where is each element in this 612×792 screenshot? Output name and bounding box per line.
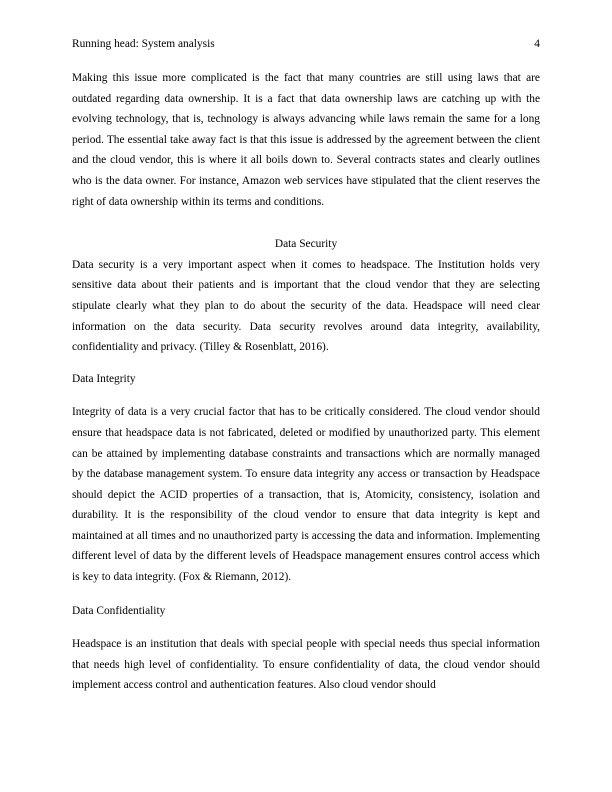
paragraph-data-ownership: Making this issue more complicated is the fact that many countries are still using laws that are outdated regarding data ownership. It is a fact that data ownership laws are catching up with the evolving technology, that is, technology is always advancing while laws remain the same for a long period. The essential take away fact is that this issue is addressed by the agreement between the client and the cloud vendor, this is where it all boils down to. Several contracts states and clearly outlines who is the data owner. For instance, Amazon web services have stipulated that the client reserves the right of data ownership within its terms and conditions. — [72, 72, 540, 208]
heading-data-confidentiality: Data Confidentiality — [72, 604, 166, 617]
heading-data-integrity: Data Integrity — [72, 372, 136, 385]
spacer — [72, 588, 540, 601]
page-header — [72, 36, 540, 52]
paragraph-data-confidentiality: Headspace is an institution that deals with special people with special needs thus special information that needs high level of confidentiality. To ensure confidentiality of data, the cloud vendor should implement access control and authentication features. Also cloud vendor should — [72, 638, 540, 692]
spacer — [72, 621, 540, 634]
paragraph-data-security: Data security is a very important aspect when it comes to headspace. The Institution holds very sensitive data about their patients and is important that the cloud vendor that they are selecting stipulate clearly what they plan to do about the security of the data. Headspace will need clear information on the data security. Data security revolves around data integrity, availability, confidentiality and privacy. (Tilley & Rosenblatt, 2016). — [72, 258, 540, 354]
paragraph-data-integrity: Integrity of data is a very crucial factor that has to be critically considered. The cloud vendor should ensure that headspace data is not fabricated, deleted or modified by unauthorized party. This element can be attained by implementing database constraints and transactions which are normally managed by the database management system. To ensure data integrity any access or transaction by Headspace should depict the ACID properties of a transaction, that is, Atomicity, consistency, isolation and durability. It is the responsibility of the cloud vendor to ensure that data integrity is kept and maintained at all times and no unauthorized party is accessing the data and information. Implementing different level of data by the different levels of Headspace management ensures control access which is key to data integrity. (Fox & Riemann, 2012). — [72, 406, 540, 584]
spacer — [72, 389, 540, 402]
spacer — [72, 212, 540, 234]
running-head: Running head: System analysis — [72, 38, 215, 50]
spacer — [72, 358, 540, 369]
document-body — [72, 68, 540, 696]
heading-data-security: Data Security — [274, 238, 338, 251]
page-number: 4 — [534, 38, 540, 50]
